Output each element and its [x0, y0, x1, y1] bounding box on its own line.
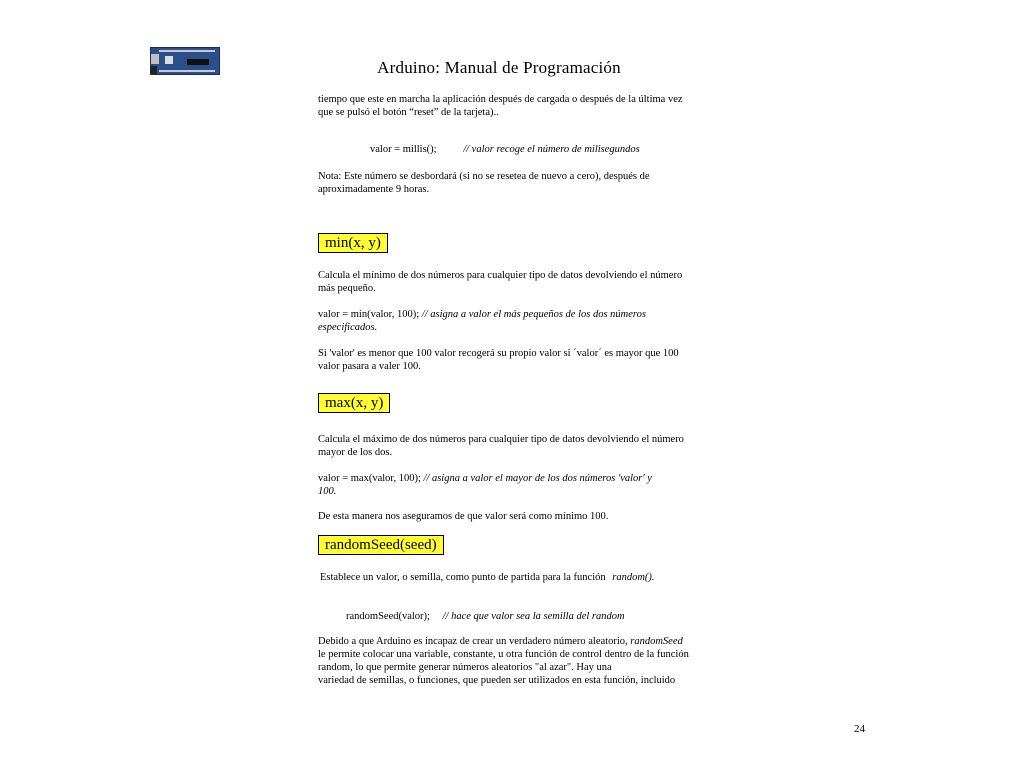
min-heading: min(x, y)	[318, 233, 388, 253]
max-heading: max(x, y)	[318, 393, 390, 413]
max-desc-line-1: Calcula el máximo de dos números para cualquier tipo de datos devolviendo el número	[318, 434, 684, 445]
randomseed-desc-text: Establece un valor, o semilla, como punto de partida para la función	[320, 572, 606, 583]
crystal-shape	[165, 56, 173, 64]
min-desc-line-2: más pequeño.	[318, 283, 376, 294]
max-desc-line-2: mayor de los dos.	[318, 447, 393, 458]
page-title: Arduino: Manual de Programación	[377, 58, 621, 77]
chip-shape	[187, 59, 209, 65]
randomseed-heading: randomSeed(seed)	[318, 535, 444, 555]
min-note-line-2: valor pasara a valer 100.	[318, 361, 421, 372]
millis-code-line	[370, 143, 640, 156]
usb-port-shape	[151, 54, 159, 64]
randomseed-p-line-1b: randomSeed	[630, 636, 683, 647]
intro-line-1: tiempo que este en marcha la aplicación después de cargada o después de la última vez	[318, 94, 683, 105]
randomseed-desc-fn: random().	[612, 572, 655, 583]
randomseed-comment: // hace que valor sea la semilla del random	[442, 611, 625, 622]
intro-line-2: que se pulsó el botón “reset” de la tarjeta)..	[318, 107, 499, 118]
min-example	[318, 308, 718, 334]
max-example	[318, 472, 718, 498]
max-comment-line-1: // asigna a valor el mayor de los dos números 'valor' y	[423, 473, 652, 484]
randomseed-p-line-1a: Debido a que Arduino es incapaz de crear un verdadero número aleatorio,	[318, 636, 628, 647]
min-desc-line-1: Calcula el mínimo de dos números para cualquier tipo de datos devolviendo el número	[318, 270, 683, 281]
max-description	[318, 433, 718, 459]
min-code: valor = min(valor, 100);	[318, 309, 420, 320]
intro-paragraph	[318, 93, 718, 119]
page-number: 24	[854, 723, 865, 735]
arduino-board-logo	[150, 47, 220, 75]
millis-note-line-2: aproximadamente 9 horas.	[318, 184, 430, 195]
millis-comment: // valor recoge el número de milisegundos	[463, 144, 640, 155]
min-comment-line-2: especificados.	[318, 322, 378, 333]
header-pins-bottom	[159, 70, 215, 72]
max-note: De esta manera nos aseguramos de que valor será como mínimo 100.	[318, 511, 609, 522]
min-comment-line-1: // asigna a valor el más pequeños de los dos números	[421, 309, 646, 320]
min-note-line-1: Si 'valor' es menor que 100 valor recogerá su propio valor si ´valor´ es mayor que 100	[318, 348, 679, 359]
randomseed-paragraph	[318, 635, 728, 687]
randomseed-p-line-2: le permite colocar una variable, constante, u otra función de control dentro de la función	[318, 649, 689, 660]
min-note	[318, 347, 718, 373]
max-code: valor = max(valor, 100);	[318, 473, 421, 484]
randomseed-p-line-3: random, lo que permite generar números aleatorios "al azar". Hay una	[318, 662, 612, 673]
millis-note-line-1: Nota: Este número se desbordará (si no se resetea de nuevo a cero), después de	[318, 171, 650, 182]
randomseed-description	[320, 571, 720, 584]
max-comment-line-2: 100.	[318, 486, 337, 497]
min-description	[318, 269, 718, 295]
randomseed-code: randomSeed(valor);	[346, 611, 430, 622]
header-pins-top	[159, 50, 215, 52]
millis-code: valor = millis();	[370, 144, 437, 155]
randomseed-p-line-4: variedad de semillas, o funciones, que pueden ser utilizados en esta función, incluido	[318, 675, 676, 686]
millis-note	[318, 170, 718, 196]
power-jack-shape	[151, 66, 157, 74]
randomseed-code-line	[346, 610, 625, 623]
